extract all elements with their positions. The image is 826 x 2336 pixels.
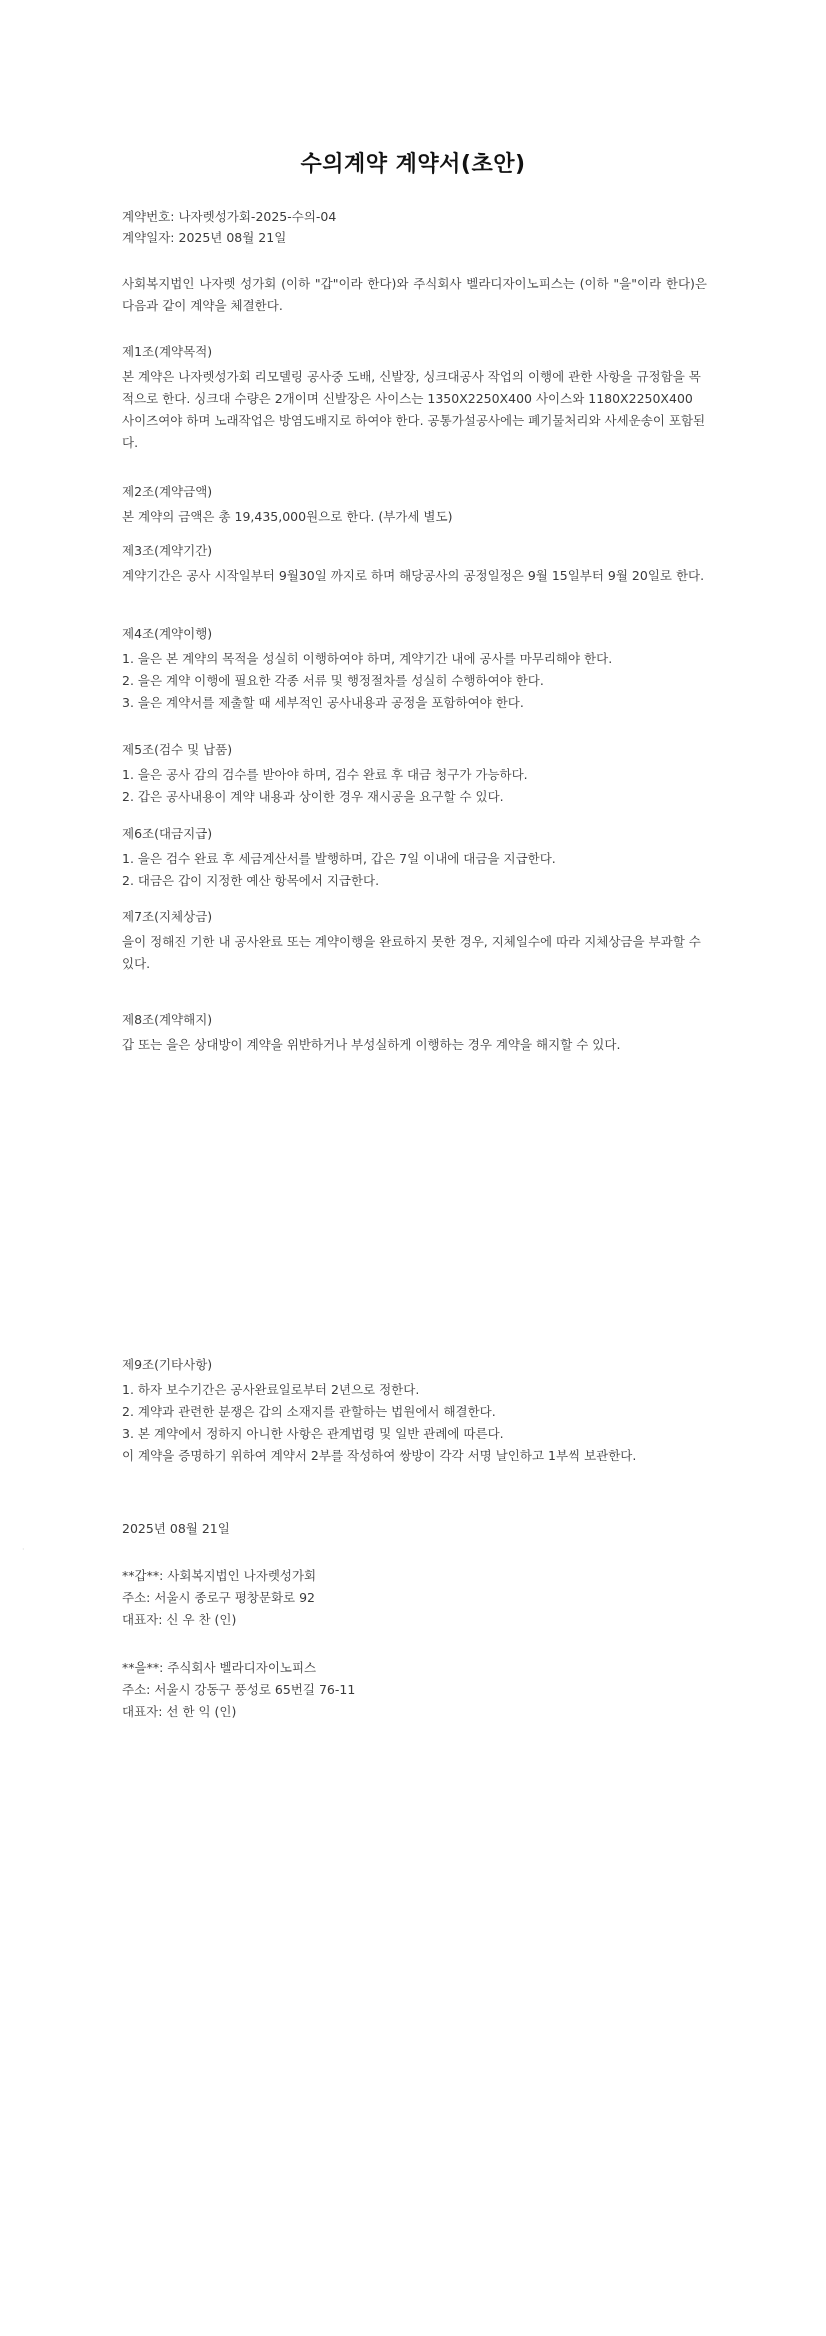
article-heading: 제4조(계약이행) — [122, 626, 213, 641]
contract-number: 계약번호: 나자렛성가회-2025-수의-04 — [122, 209, 337, 224]
article-heading: 제3조(계약기간) — [122, 543, 213, 558]
intro-paragraph: 사회복지법인 나자렛 성가회 (이하 "갑"이라 한다)와 주식회사 벨라디자이노피스는 (이하 "을"이라 한다)은 다음과 같이 계약을 체결한다. — [122, 276, 707, 313]
article-heading: 제9조(기타사항) — [122, 1357, 213, 1372]
article-5 — [122, 740, 707, 808]
article-item: 2. 계약과 관련한 분쟁은 갑의 소재지를 관할하는 법원에서 해결한다. — [122, 1404, 496, 1419]
article-text: 을이 정해진 기한 내 공사완료 또는 계약이행을 완료하지 못한 경우, 지체일수에 따라 지체상금을 부과할 수 있다. — [122, 934, 701, 971]
article-heading: 제8조(계약해지) — [122, 1012, 213, 1027]
document-title: 수의계약 계약서(초안) — [300, 152, 526, 177]
party-a-label: **갑**: 사회복지법인 나자렛성가회 — [122, 1568, 317, 1583]
party-a-representative: 대표자: 신 우 찬 (인) — [122, 1612, 237, 1627]
party-a-address: 주소: 서울시 종로구 평창문화로 92 — [122, 1590, 315, 1605]
party-b-label: **을**: 주식회사 벨라디자이노피스 — [122, 1660, 317, 1675]
article-heading: 제7조(지체상금) — [122, 909, 213, 924]
article-7 — [122, 907, 707, 975]
article-6 — [122, 824, 707, 892]
article-text: 본 계약은 나자렛성가회 리모델링 공사중 도배, 신발장, 싱크대공사 작업의 이행에 관한 사항을 규정함을 목적으로 한다. 싱크대 수량은 2개이며 신발장은 사이스는 1350X2250X400 사이스와 1180X2250X400 사이즈여야 하며 노래작업은 방염도배지로 하여야 한다. 공통가설공사에는 폐기물처리와 사세운송이 포함된다. — [122, 369, 706, 450]
article-item: 1. 을은 검수 완료 후 세금계산서를 발행하며, 갑은 7일 이내에 대금을 지급한다. — [122, 851, 556, 866]
party-b-address: 주소: 서울시 강동구 풍성로 65번길 76-11 — [122, 1682, 356, 1697]
article-2 — [122, 482, 707, 528]
article-item: 2. 갑은 공사내용이 계약 내용과 상이한 경우 재시공을 요구할 수 있다. — [122, 789, 504, 804]
article-item: 2. 을은 계약 이행에 필요한 각종 서류 및 행정절차를 성실히 수행하여야 한다. — [122, 673, 544, 688]
article-4 — [122, 624, 707, 714]
article-text: 본 계약의 금액은 총 19,435,000원으로 한다. (부가세 별도) — [122, 509, 453, 524]
article-8 — [122, 1010, 707, 1056]
article-heading: 제1조(계약목적) — [122, 344, 213, 359]
closing-statement: 이 계약을 증명하기 위하여 계약서 2부를 작성하여 쌍방이 각각 서명 날인하고 1부씩 보관한다. — [122, 1448, 637, 1463]
article-item: 1. 을은 본 계약의 목적을 성실히 이행하여야 하며, 계약기간 내에 공사를 마무리해야 한다. — [122, 651, 613, 666]
article-text: 계약기간은 공사 시작일부터 9월30일 까지로 하며 해당공사의 공정일정은 9월 15일부터 9월 20일로 한다. — [122, 568, 705, 583]
article-item: 2. 대금은 갑이 지정한 예산 항목에서 지급한다. — [122, 873, 380, 888]
article-heading: 제5조(검수 및 납품) — [122, 742, 233, 757]
article-9 — [122, 1355, 707, 1467]
article-heading: 제2조(계약금액) — [122, 484, 213, 499]
contract-date: 계약일자: 2025년 08월 21일 — [122, 230, 287, 245]
party-b-representative: 대표자: 선 한 익 (인) — [122, 1704, 237, 1719]
article-item: 3. 을은 계약서를 제출할 때 세부적인 공사내용과 공정을 포함하여야 한다. — [122, 695, 524, 710]
article-item: 1. 을은 공사 감의 검수를 받아야 하며, 검수 완료 후 대금 청구가 가능하다. — [122, 767, 528, 782]
article-3 — [122, 541, 707, 587]
margin-mark: · — [22, 1545, 25, 1554]
article-1 — [122, 342, 707, 454]
article-item: 1. 하자 보수기간은 공사완료일로부터 2년으로 정한다. — [122, 1382, 420, 1397]
article-heading: 제6조(대금지급) — [122, 826, 213, 841]
article-item: 3. 본 계약에서 정하지 아니한 사항은 관계법령 및 일반 관례에 따른다. — [122, 1426, 504, 1441]
signing-date: 2025년 08월 21일 — [122, 1521, 230, 1536]
article-text: 갑 또는 을은 상대방이 계약을 위반하거나 부성실하게 이행하는 경우 계약을 해지할 수 있다. — [122, 1037, 621, 1052]
